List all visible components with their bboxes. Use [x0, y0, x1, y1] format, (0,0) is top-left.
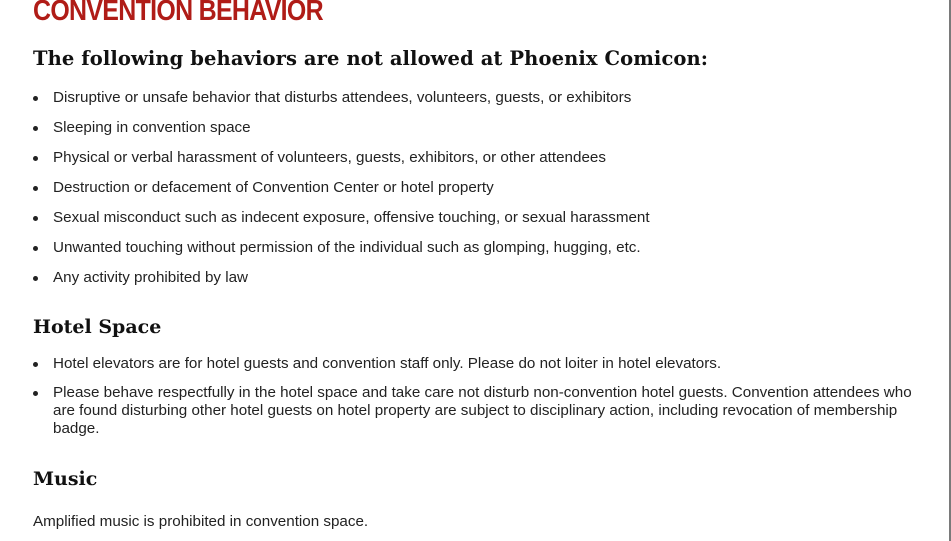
- list-item-text: Sexual misconduct such as indecent exposure, offensive touching, or sexual harassment: [53, 209, 650, 226]
- list-item: [33, 269, 923, 287]
- music-policy-text: Amplified music is prohibited in convention space.: [33, 513, 369, 530]
- list-item-text: Destruction or defacement of Convention Center or hotel property: [53, 179, 494, 196]
- hotel-space-heading: Hotel Space: [33, 316, 162, 338]
- hotel-space-list: [33, 355, 923, 449]
- list-item: [33, 89, 923, 107]
- bullet-icon: [33, 216, 38, 221]
- list-item-text: Sleeping in convention space: [53, 119, 251, 136]
- bullet-icon: [33, 276, 38, 281]
- bullet-icon: [33, 186, 38, 191]
- list-item-text: Physical or verbal harassment of volunteers, guests, exhibitors, or other attendees: [53, 149, 606, 166]
- list-item: [33, 239, 923, 257]
- bullet-icon: [33, 362, 38, 367]
- bullet-icon: [33, 96, 38, 101]
- list-item: [33, 119, 923, 137]
- bullet-icon: [33, 156, 38, 161]
- list-item-text: Disruptive or unsafe behavior that disturbs attendees, volunteers, guests, or exhibitors: [53, 89, 632, 106]
- list-item: [33, 149, 923, 167]
- list-item-text: Hotel elevators are for hotel guests and convention staff only. Please do not loiter in hotel elevators.: [53, 355, 722, 372]
- page-title: CONVENTION BEHAVIOR: [33, 0, 323, 27]
- bullet-icon: [33, 126, 38, 131]
- list-item: [33, 384, 923, 438]
- list-item: [33, 209, 923, 227]
- list-item: [33, 355, 923, 373]
- list-item-text: Unwanted touching without permission of the individual such as glomping, hugging, etc.: [53, 239, 641, 256]
- list-item-text: Please behave respectfully in the hotel space and take care not disturb non-convention hotel guests. Convention attendees who are found disturbing other hotel guests on hotel property are subject to disciplinary action, including revocation of membership badge.: [53, 384, 912, 437]
- list-item: [33, 179, 923, 197]
- bullet-icon: [33, 246, 38, 251]
- prohibited-behaviors-heading: The following behaviors are not allowed at Phoenix Comicon:: [33, 47, 709, 70]
- list-item-text: Any activity prohibited by law: [53, 269, 248, 286]
- prohibited-behaviors-list: [33, 89, 923, 299]
- bullet-icon: [33, 391, 38, 396]
- music-heading: Music: [33, 468, 98, 490]
